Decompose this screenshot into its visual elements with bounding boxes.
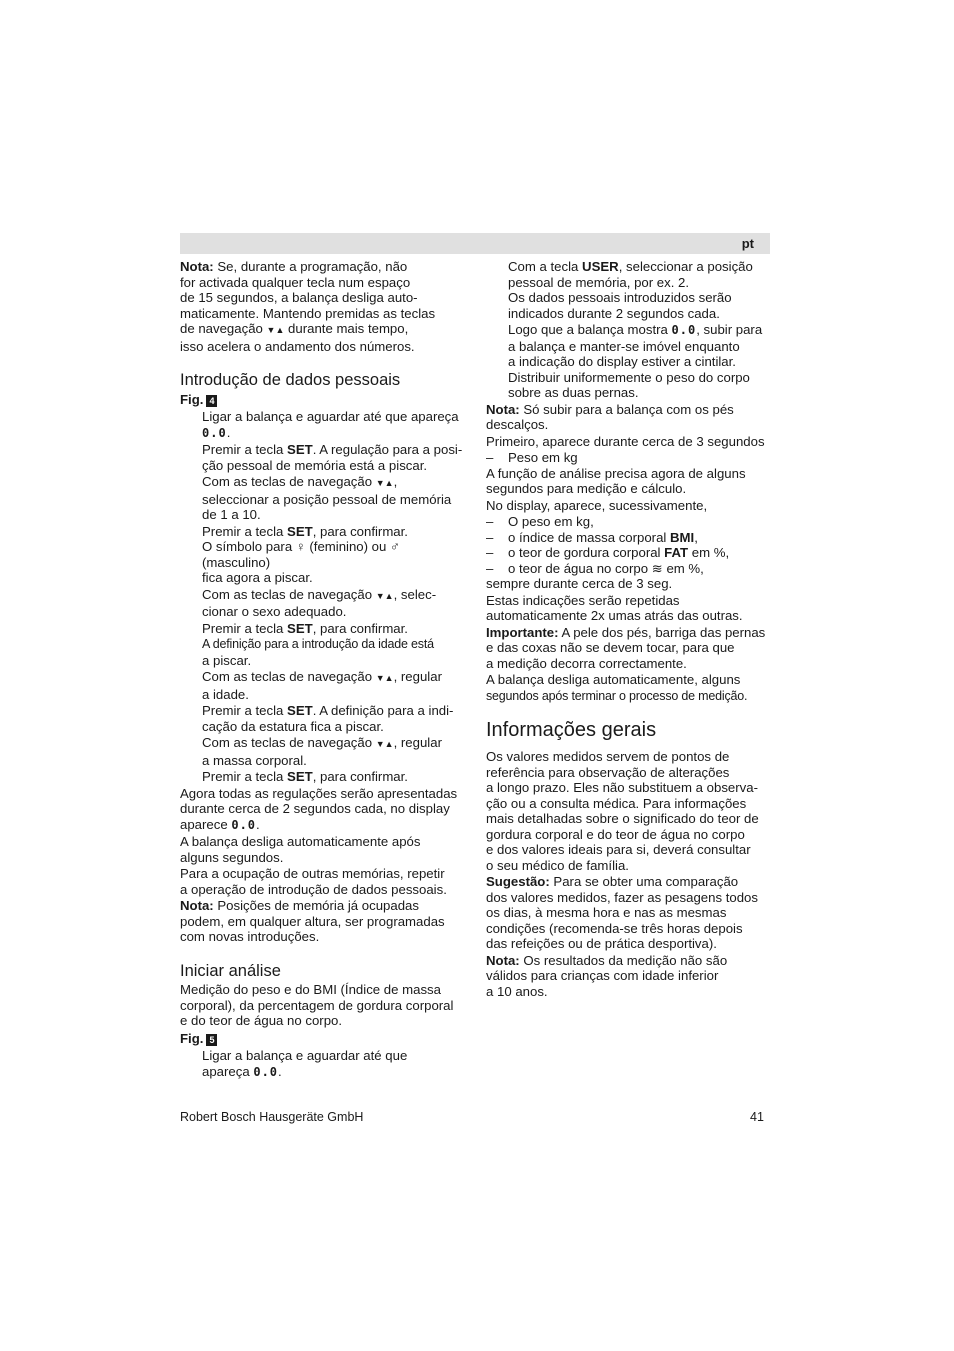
page-number: 41 [750,1110,764,1124]
list-item: – o teor de gordura corporal FAT em %, [486,545,730,560]
water-icon: ≋ [651,560,663,576]
heading-informacoes: Informações gerais [486,719,657,741]
heading-analise: Iniciar análise [180,961,281,980]
heading-intro: Introdução de dados pessoais [180,371,401,389]
paragraph: A balança desliga automaticamente após alguns segundos. [180,834,421,865]
display-segment-icon: 0.0 [202,425,227,440]
display-segment-icon: 0.0 [671,323,697,337]
list-item: – Peso em kg [486,450,578,465]
list-item: – o índice de massa corporal BMI, [486,529,698,545]
paragraph: Agora todas as regulações serão apresentadas durante cerca de 2 segundos cada, no display aparece 0.0. [180,785,458,832]
analise-steps: Ligar a balança e aguardar até que apareça 0.0. [202,1048,408,1079]
fig-5-label: Fig. 5 [180,1031,465,1047]
footer-company: Robert Bosch Hausgeräte GmbH [180,1110,364,1124]
paragraph: Para a ocupação de outras memórias, repetir a operação de introdução de dados pessoais. [180,866,447,897]
paragraph: A função de análise precisa agora de alguns segundos para medição e cálculo. [486,465,746,496]
importante-paragraph: Importante: A pele dos pés, barriga das pernas e das coxas não se devem tocar, para que a medição decorra correctamente. [486,624,766,671]
nota-paragraph: Nota: Se, durante a programação, não for activada qualquer tecla num espaço de 15 segundos, a balança desliga auto- maticamente. Mantendo premidas as teclas de navegação ▼▲ durante mais tempo, isso acelera o andamento dos números. [180,259,436,354]
display-segment-icon: 0.0 [231,817,257,832]
nota-paragraph: Nota: Os resultados da medição não são válidos para crianças com idade inferior a 10 anos. [486,952,728,999]
nav-arrows-icon: ▼▲ [375,590,394,601]
left-column [180,259,465,1081]
nav-arrows-icon: ▼▲ [375,739,394,749]
male-icon: ♂ [390,539,400,554]
paragraph: sempre durante cerca de 3 seg. [486,576,673,591]
fig-number-box: 4 [206,395,217,407]
paragraph: Estas indicações serão repetidas automaticamente 2x umas atrás das outras. [486,592,743,623]
list-item: – o teor de água no corpo ≋ em %, [486,560,704,576]
paragraph: Primeiro, aparece durante cerca de 3 segundos [486,433,765,449]
analise-steps-continued: Com a tecla USER, seleccionar a posição pessoal de memória, por ex. 2. Os dados pessoais introduzidos serão indicados durante 2 segundos cada. Logo que a balança mostra 0.0, subir para a balança e manter-se imóvel enquanto a indicação do display estiver a cintilar. Distribuir uniformemente o peso do corpo sobre as duas pernas. [508,259,763,400]
right-column [486,259,776,1000]
female-icon: ♀ [295,539,306,554]
header-bar [180,233,770,254]
language-code: pt [741,236,754,251]
paragraph: Medição do peso e do BMI (Índice de massa corporal), da percentagem de gordura corporal e do teor de água no corpo. [180,982,454,1028]
sugestao-paragraph: Sugestão: Para se obter uma comparação dos valores medidos, fazer as pesagens todos os dias, à mesma hora e nas as mesmas condições (recomenda-se três horas depois das refeições ou de prática desportiva). [486,874,758,951]
paragraph: No display, aparece, sucessivamente, [486,497,708,513]
paragraph: A balança desliga automaticamente, alguns segundos após terminar o processo de medição. [486,672,748,703]
nav-arrows-icon: ▼▲ [375,478,394,488]
nota-paragraph: Nota: Só subir para a balança com os pés descalços. [486,401,734,432]
fig-number-box: 5 [206,1034,217,1046]
fig-4-label: Fig. 4 [180,392,465,408]
list-item: – O peso em kg, [486,514,594,529]
nav-arrows-icon: ▼▲ [266,325,285,335]
paragraph: Os valores medidos servem de pontos de referência para observação de alterações a longo prazo. Eles não substituem a observa- ção ou a consulta médica. Para informações mais detalhadas sobre o significado do teor de gordura corporal e do teor de água no corpo e dos valores ideais para si, deverá consultar o seu médico de família. [486,749,759,873]
display-segment-icon: 0.0 [253,1064,279,1079]
intro-steps: Ligar a balança e aguardar até que apareça 0.0. Premir a tecla SET. A regulação para a posi- ção pessoal de memória está a piscar. Com as teclas de navegação ▼▲, seleccionar a posição pessoal de memória de 1 a 10. Premir a tecla SET, para confirmar. O símbolo para ♀ (feminino) ou ♂ (masculino) fica agora a piscar. Com as teclas de navegação ▼▲, selec- cionar o sexo adequado. Premir a tecla SET, para confirmar. A definição para a introdução da idade está a piscar. Com as teclas de navegação ▼▲, regular a idade. Premir a tecla SET. A definição para a indi- cação da estatura fica a piscar. Com as teclas de navegação ▼▲, regular a massa corporal. Premir a tecla SET, para confirmar. [202,409,463,784]
nav-arrows-icon: ▼▲ [375,673,394,683]
nota-paragraph: Nota: Posições de memória já ocupadas podem, em qualquer altura, ser programadas com novas introduções. [180,898,445,944]
